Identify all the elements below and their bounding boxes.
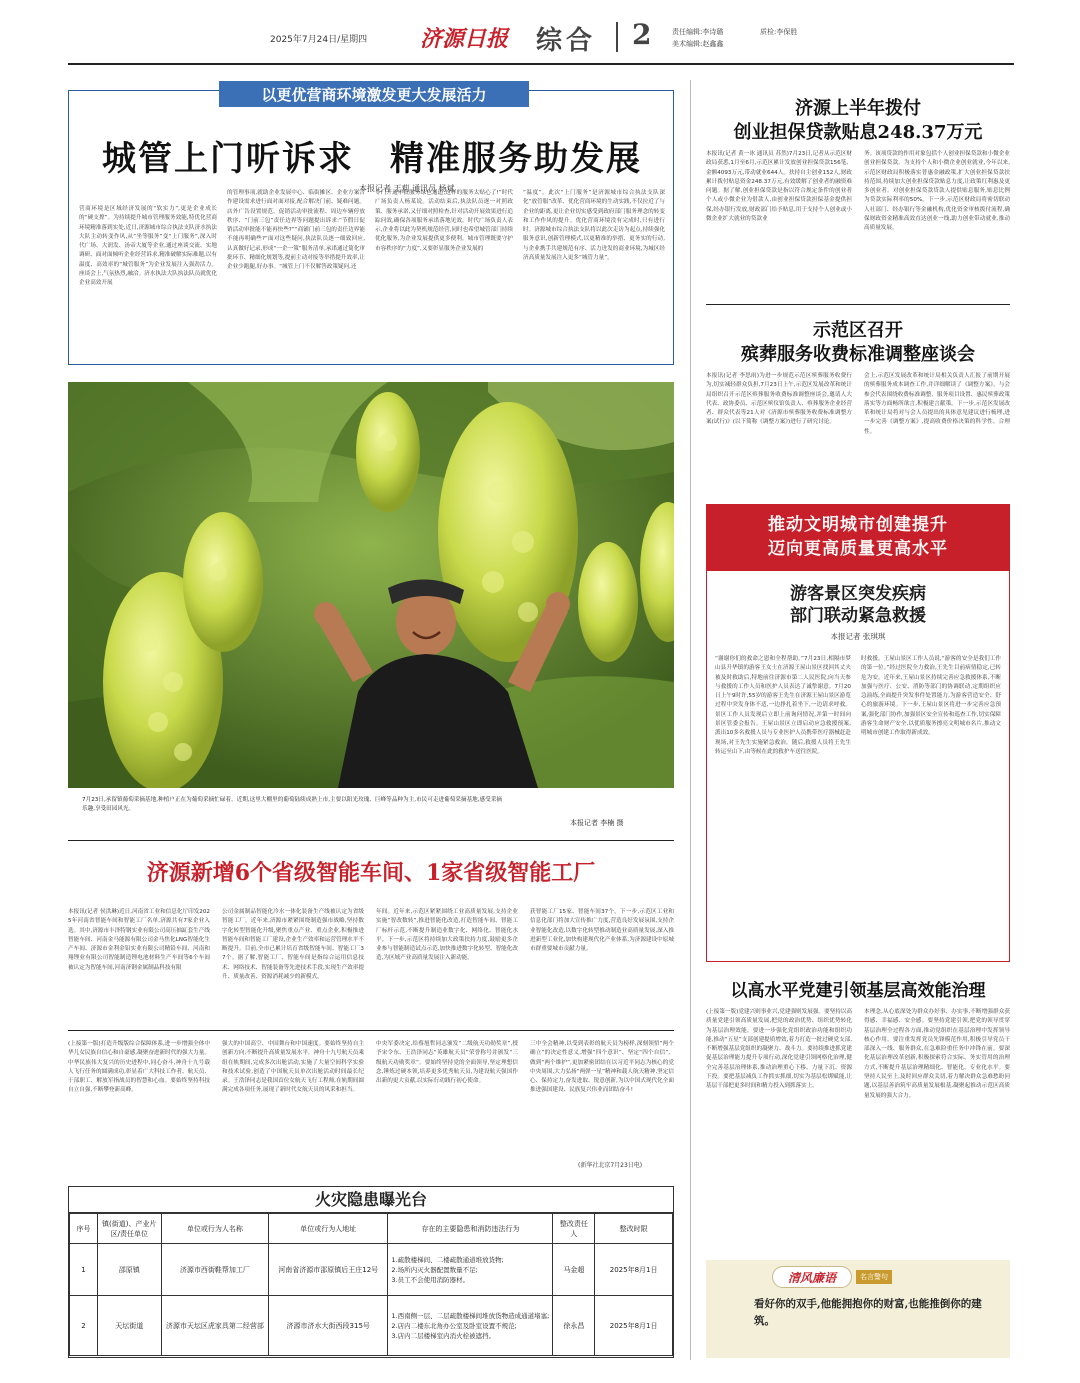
- factory-col-4: 获智能工厂15家、智能车间37个。下一步,示范区工业和信息化部门将加大宣传推广力度,营造良好发展氛围,支持企业智能化改造,以数字化转型推动制造业高质量发展,深入推进新型工业化,加快构建现代化产业体系,为济源建设中原城市群重要城市贡献力量。: [530, 909, 674, 953]
- lead-col-2: 的管理事项,就助企业发展中心、临街摊区、企业方案合作建设需求进行面对面对接,配合解决门前、疑难问题。店外广告设置规范、促销活动审批流程、周边车辆停放秩序、“门前三包”责任边界等问题提出诉求:“节假日促销活动审批能不能再快些?”“商铺门前三包的责任边界能不能再明确些?”面对这些疑问,执法队员逐一细致回应,认真做好记录,形成“一企一策”服务清单,承诺通过简化审批环节、精细化规划等,提前主动对接等举措提升效率,让企业少跑腿,好办事。“城管上门不仅解答政策疑问,还: [227, 190, 365, 271]
- xinhua-col-2: 强大的中国高空、中国舞台和中国速度。要始终坚持自主创新方向,不断提升高质量发展水平。神舟十九号航天员乘组在轨期间,完成多次出舱活动,实施了大量空间科学实验和技术试验,创造了中国航天员单次出舱活动时间最长纪录。王浩泽同志是我国首位女航天飞行工程师,在轨期间圆满完成各项任务,展现了新时代女航天员的风采和担当。: [222, 1041, 364, 1094]
- lead-col-4: “温度”。此次“上门服务”是济源城市综合执法支队深化“放管服”改革、优化营商环境的生动实践,不仅拉近了与企业的距离,更让企业切实感受到政府部门服务理念的转变和工作作风的提升。优化营商环境没有完成时,只有进行时。济源城市综合执法支队将以此次走访为起点,持续强化服务意识,创新管理模式,以更精准的举措、更务实的行动,与企业携手共建规范有序、活力迸发的商业环境,为城区经济高质量发展注入更多“城管力量”。: [523, 190, 665, 262]
- photo-rule: [68, 840, 674, 841]
- table-row: [70, 1244, 673, 1296]
- civil-headline-1: 游客景区突发疾病: [790, 584, 926, 604]
- civil-banner-line-2: 迈向更高质量更高水平: [768, 539, 948, 559]
- row-issues: 1.疏散楼梯间、二楼疏散通道堆放货物; 2.场所内灭火器配置数量不足; 3.员工不会使用消防器材。: [388, 1244, 553, 1296]
- editor-line: 责任编辑:李诗璐: [672, 28, 724, 36]
- photo-credit: 本报记者 李楠 摄: [570, 819, 624, 827]
- col-header-issues: 存在的主要隐患和消防违法行为: [388, 1214, 553, 1244]
- factory-rule: [68, 1030, 674, 1031]
- lead-byline: 本报记者 王莉 通讯员 杨斌: [359, 184, 455, 193]
- lead-banner-text: 以更优营商环境激发更大发展活力: [261, 85, 487, 104]
- lianzheng-sub-text: 名言警句: [860, 1273, 888, 1281]
- photo-caption: 7月23日,承留镇葡萄采摘基地,种植户正在为葡萄采摘忙碌着。近期,这里大棚里的葡萄陆续成熟上市,主要以阳光玫瑰、巨峰等品种为主,市民可走进葡萄采摘基地,感受采摘乐趣,享受田园风光。: [82, 797, 502, 812]
- row-no: 2: [70, 1296, 98, 1356]
- lianzheng-sub: [856, 1270, 892, 1284]
- row-deadline: 2025年8月1日: [595, 1296, 673, 1356]
- col-header-no: 序号: [70, 1214, 98, 1244]
- funeral-col-2: 会上,示范区发展改革和统计局相关负责人汇报了前期开展的殡葬服务成本调查工作,并详细解读了《调整方案》。与会参会代表围绕收费标准调整、服务项目设置、惠民殡葬政策落实等方面畅所欲言,积极建言献策。下一步,示范区发展改革和统计局将对与会人员提出的具体意见建议进行梳理,进一步完善《调整方案》,提高收费价格决策的科学性、合理性。: [864, 373, 1010, 435]
- section-name: 综合: [536, 26, 597, 56]
- xinhua-col-4: 三中全会精神,以受到表彰的航天员为榜样,深刻领悟“两个确立”的决定性意义,增强“四个意识”、坚定“四个自信”、做到“两个维护”,更加紧密团结在以习近平同志为核心的党中央周围,大力弘扬“两弹一星”精神和载人航天精神,坚定信心、保持定力,奋发进取、锐意创新,为以中国式现代化全面推进强国建设、民族复兴伟业而团结奋斗!: [530, 1041, 674, 1094]
- lianzheng-quote: 看好你的双手,他能拥抱你的财富,也能推倒你的建筑。: [754, 1298, 982, 1327]
- xinhua-source: (新华社北京7月23日电): [578, 1162, 643, 1169]
- party-col-2: 本理念,从心底深处为群众办好事、办实事,不断增强群众获得感、幸福感、安全感。要坚持党建引领,把党的领导贯穿基层治理全过程各方面,推动党组织在基层治理中发挥领导核心作用。要注重发挥党员先锋模范作用,积极引导党员干部深入一线、服务群众,在急难险重任务中冲锋在前。要深化基层治理改革创新,积极探索符合实际、务实管用的治理方式,不断提升基层治理精细化、智能化、专业化水平。要坚持人民至上,及时回应群众关切,着力解决群众急难愁盼问题,以基层善治筑牢高质量发展根基,凝聚起推动示范区高质量发展的强大合力。: [864, 1009, 1010, 1099]
- civil-col-2: 时救援。王屋山景区工作人员说,“游客的安全是我们工作的第一位。”经过医院全力救治,王先生目前病情稳定,已转危为安。近年来,王屋山景区持续完善应急救援体系,不断加强与医疗、公安、消防等部门的协调联动,定期组织应急演练,全面提升突发事件处置能力,为游客营造安全、舒心的旅游环境。下一步,王屋山景区将进一步完善应急预案,强化部门协作,加强景区安全宣传和巡查工作,切实保障游客生命财产安全,以优质服务擦亮文明城市名片,推动文明城市创建工作取得新成效。: [861, 656, 1001, 737]
- factory-col-3: 年间。近年来,示范区紧紧围绕工业高质量发展,支持企业实施“智改数转”,推进智能化改造,打造智能车间、智能工厂标杆示范,不断提升制造业数字化、网络化、智能化水平。下一步,示范区将持续加大政策扶持力度,鼓励更多企业参与智能制造试点示范,加快推进数字化转型、智能化改造,为区域产业高质量发展注入新动能。: [376, 909, 518, 962]
- lianzheng-tag: [772, 1266, 852, 1288]
- funeral-headline-2: 殡葬服务收费标准调整座谈会: [741, 344, 975, 365]
- masthead-rule: [68, 63, 1014, 65]
- factory-headline: 济源新增6个省级智能车间、1家省级智能工厂: [146, 860, 596, 886]
- fire-hazard-title: 火灾隐患曝光台: [69, 1187, 673, 1213]
- lead-headline: 城管上门听诉求 精准服务助发展: [102, 139, 642, 179]
- table-header-row: [70, 1214, 673, 1244]
- right-column-divider: [690, 80, 691, 1360]
- page-number: 2: [632, 18, 652, 51]
- paper-name: 济源日报: [420, 26, 509, 52]
- col-header-person: 整改责任人: [553, 1214, 595, 1244]
- factory-col-1: 本报讯(记者 侯洪琳)近日,河南省工业和信息化厅印发2025年河南省智能车间和智能工厂名单,济源共有7家企业入选。其中,济源市丰泽特钢实业有限公司高压抽缸套生产线智能车间、河南金马能源有限公司金马焦化LNG智能化生产车间、济源市金利金铅实业有限公司精铅车间、河南和翔锂业有限公司智能制造锂电池材料生产车间等6个车间被认定为智能车间,河南济钢金属制品科技有限: [68, 909, 210, 971]
- row-issues: 1.西南侧一层、二层疏散楼梯间堆放货物造成通道堵塞; 2.店内二楼东北角办公室及卧室设置不规范; 3.店内二层楼梯室内消火栓被遮挡。: [388, 1296, 553, 1356]
- party-headline: 以高水平党建引领基层高效能治理: [730, 981, 986, 1001]
- civil-col-1: “谢谢你们的救命之恩和全程帮助。”7月23日,相隔市梦山县升华镇的游客王女士在济源王屋山景区找回其丈夫被及时救助后,特地前往济源市第二人民医院,向当天参与救援的工作人员和医护人员表达了诚挚谢意。7月20日上午9时许,55岁的游客王先生在济源王屋山景区游览过程中突发身体不适,一边挣扎着坐下,一边请求呼救。景区工作人员发现后立即上前询问情况,并第一时间向景区管委会报告。王屋山景区立即启动应急救援预案,派出10多名救援人员与专业医护人员携带医疗器械赶赴现场,对王先生实施紧急救治。随后,救援人员将王先生转运至山下,由等候在此的救护车送往医院。: [715, 656, 851, 755]
- lead-banner: [219, 81, 529, 107]
- loan-headline-1: 济源上半年拨付: [795, 98, 921, 119]
- row-person: 徐永昌: [553, 1296, 595, 1356]
- civil-banner: [707, 505, 1009, 571]
- civil-headline-2: 部门联动紧急救援: [790, 606, 926, 626]
- lianzheng-tag-text: 清风廉语: [787, 1270, 836, 1285]
- loan-col-1: 本报讯(记者 黄一冰 通讯员 苏然)7月23日,记者从示范区财政局获悉,1月至6月,示范区累计发放创业担保贷款156笔、金额4093万元,带动就业644人。扶持自主创业152人,财政累计拨付贴息资金248.37万元,有效缓解了创业者的融资难问题。据了解,创业担保贷款是指以符合规定条件的创业者个人或小微企业为借款人,由创业担保贷款担保基金提供担保,经办银行发放,财政部门给予贴息,用于支持个人创业或小微企业扩大就业的贷款业: [706, 151, 852, 223]
- fire-hazard-table: [69, 1213, 673, 1356]
- civil-section: [706, 504, 1010, 962]
- civil-banner-line-1: 推动文明城市创建提升: [768, 515, 948, 535]
- art-editor-line: 美术编辑:赵鑫鑫: [672, 40, 724, 48]
- row-deadline: 2025年8月1日: [595, 1244, 673, 1296]
- masthead-date: 2025年7月24日/星期四: [270, 35, 368, 45]
- row-town: 天坛街道: [97, 1296, 161, 1356]
- row-addr: 济源市济水大街西段315号: [269, 1296, 388, 1356]
- party-col-1: (上接第一版)党建兴则事业兴,党建强则发展强。要坚持以高质量党建引领高质量发展,把党的政治优势、组织优势转化为基层治理效能。要进一步强化党组织政治功能和组织功能,推动“五星”支部创建提质增效,着力打造一批过硬党支部,不断增强基层党组织的凝聚力、战斗力。要持续推进抓党建促基层治理能力提升专项行动,深化党建引领网格化治理,健全完善基层治理体系,推动治理重心下移、力量下沉、资源下投。要把基层减负工作抓实抓细,切实为基层松绑赋能,让基层干部把更多时间和精力投入到抓落实上。: [706, 1009, 852, 1090]
- row-addr: 河南省济源市邵原镇后王庄12号: [269, 1244, 388, 1296]
- col-header-name: 单位或行为人名称: [161, 1214, 268, 1244]
- lead-article: [68, 85, 674, 365]
- row-person: 马金超: [553, 1244, 595, 1296]
- funeral-headline-1: 示范区召开: [813, 320, 903, 341]
- loan-rule: [706, 304, 1010, 305]
- lianzheng-box: [706, 1260, 1010, 1358]
- fire-hazard-board: [68, 1186, 674, 1358]
- masthead-divider: [616, 22, 618, 52]
- proof-line: 质检:李保胜: [760, 28, 798, 36]
- col-header-deadline: 整改时限: [595, 1214, 673, 1244]
- civil-byline: 本报记者 张琪琪: [830, 632, 886, 641]
- table-row: [70, 1296, 673, 1356]
- lead-col-3: 专门开通审批服务绿色通道,这样的服务太贴心了!”时代广场负责人杨某说。活动结束后,执法队员逐一对照政策、服务承诺,又仔细对照检查,针对活动开展效果进行追踪问效,确保各项服务承诺落地见效。时代广场负责人表示,企业将以此为契机规范经营,同时也希望城管部门持续优化服务,为企业发展提供更多便利。城市管理既要守护市容秩序的“力度”,又要彰显服务企业发展的: [375, 190, 513, 252]
- factory-col-2: 公司金属制品智能化冷水一体化装备生产线被认定为省级智能工厂。近年来,济源市紧紧围绕制造强市战略,坚持数字化转型智能化升级,聚焦重点产业、重点企业,积极推进智能车间和智能工厂建设,企业生产效率和运营管理水平不断提升。目前,全市已累计培育省级智能车间、智能工厂37个。据了解,智能工厂、智能车间是指综合运用信息技术、网络技术、智能装备等先进技术手段,实现生产效率提升、质量改善、资源消耗减少的新模式。: [222, 909, 364, 981]
- row-town: 邵原镇: [97, 1244, 161, 1296]
- grape-photo-illustration: [68, 382, 674, 788]
- xinhua-col-1: (上接第一版)打造升级版综合保障体系,进一步增强全体中华儿女民族自信心和自豪感,凝聚奋进新时代的强大力量。中华民族伟大复兴的历史进程中,同心奋斗,神舟十九号载人飞行任务的圆满成功,彰显着广大科技工作者、航天员、干部职工、解放军指战员的智慧和心血。要始终坚持科技自立自强,不断攀登新高峰。: [68, 1041, 210, 1094]
- grape-photo: [68, 382, 674, 788]
- col-header-town: 镇(街道)、产业片区/责任单位: [97, 1214, 161, 1244]
- masthead: [60, 10, 1020, 70]
- loan-headline-2: 创业担保贷款贴息248.37万元: [733, 122, 983, 143]
- xinhua-col-3: 中央军委决定,给蔡旭哲同志颁发“二级航天功勋奖章”,授予宋令东、王浩泽同志“英雄航天员”荣誉称号并颁发“三级航天功勋奖章”。要始终坚持党的全面领导,坚定理想信念,锤炼过硬本领,培养更多优秀航天员,为建设航天强国作出新的更大贡献,以实际行动践行初心使命。: [376, 1041, 518, 1085]
- row-name: 济源市天坛区虎家具第二经营部: [161, 1296, 268, 1356]
- row-name: 济源市西街鞋帮加工厂: [161, 1244, 268, 1296]
- col-header-addr: 单位或行为人地址: [269, 1214, 388, 1244]
- lead-col-1: 营商环境是区域经济发展的“软实力”,更是企业成长的“硬支撑”。为持续提升城市管理服务效能,特优化营商环境精准落到实处,近日,济源城市综合执法支队济水执法大队主动转变作风,从“坐等服务”变“上门服务”,深入时代广场、大润发、汤帝大厦等企业,通过座谈交流、实地调研、面对面倾听企业经营诉求,精准破解实际难题,以有温度、高效率的“城管服务”为企业发展注入强劲活力。座谈会上,气氛热烈,融洽。济水执法大队执法队员就优化企业高效开展: [79, 206, 217, 287]
- loan-col-2: 务。该项贷款的作用对象包括个人创业担保贷款和小微企业创业担保贷款。为支持个人和小微企业创业就业,今年以来,示范区财政局积极落实普惠金融政策,扩大创业担保贷款扶持范围,持续加大创业担保贷款贴息力度,让政策红利惠及更多创业者。对创业担保贷款贷款人提供贴息服务,贴息比例为贷款实际利率的50%。下一步,示范区财政局将密切联动人社部门、经办银行等金融机构,优化资金审核拨付流程,确保财政资金精准高效直达创业一线,助力创业带动就业,推动高质量发展。: [864, 151, 1010, 232]
- row-no: 1: [70, 1244, 98, 1296]
- funeral-col-1: 本报讯(记者 李思雨)为进一步规范示范区殡葬服务收费行为,切实减轻群众负担,7月23日上午,示范区发展改革和统计局组织召开示范区殡葬服务收费标准调整座谈会,邀请人大代表、政协委员、示范区殡仪馆负责人、殡葬服务企业经营者、群众代表等21人对《济源市殡葬服务收费标准调整方案(试行)》(以下简称《调整方案》)进行了研究讨论。: [706, 373, 852, 426]
